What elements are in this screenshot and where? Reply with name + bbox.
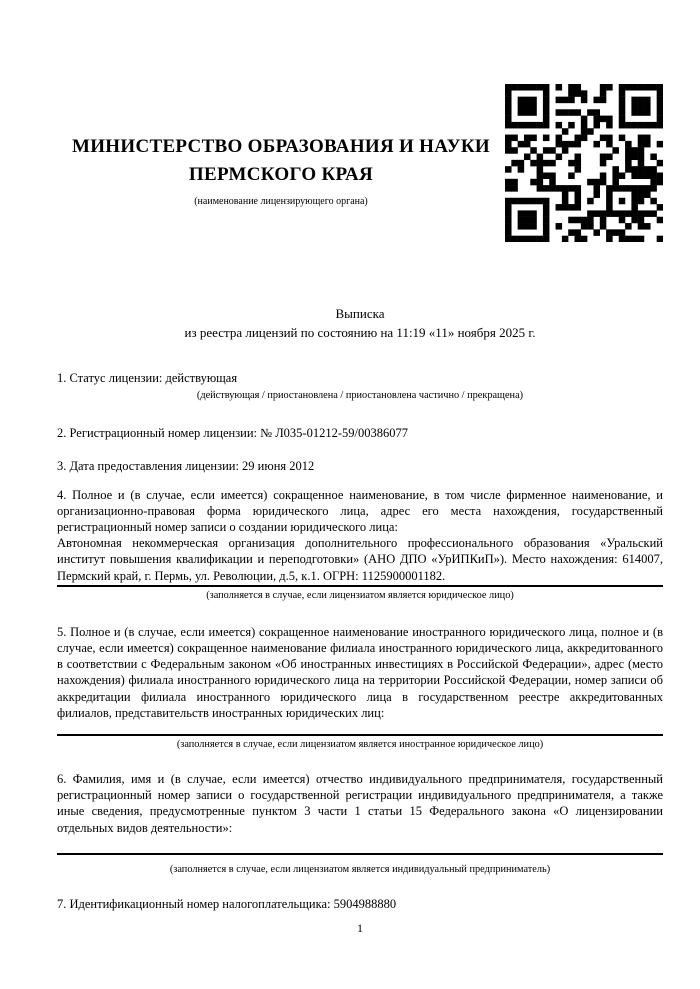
- qr-code-icon: [505, 84, 663, 242]
- item-legal-entity-intro: 4. Полное и (в случае, если имеется) сокращенное наименование, в том числе фирменное наименование, и организационно-правовая форма юридического лица, адрес его места нахождения, государственный регистрационный номер записи о создании юридического лица:: [57, 487, 663, 535]
- document-title: Выписка: [335, 306, 385, 321]
- item-foreign-entity: [57, 624, 663, 751]
- item-grant-date: 3. Дата предоставления лицензии: 29 июня 2012: [57, 459, 315, 474]
- item-legal-entity: [57, 487, 663, 602]
- page-number: 1: [357, 921, 363, 936]
- foreign-entity-rule-line: [57, 734, 663, 736]
- licensing-authority: [57, 84, 505, 242]
- item-taxpayer-number: 7. Идентификационный номер налогоплательщика: 5904988880: [57, 896, 397, 911]
- individual-entrepreneur-rule-line: [57, 853, 663, 855]
- legal-entity-rule-line: [57, 585, 663, 587]
- item-license-status-caption: (действующая / приостановлена / приостановлена частично / прекращена): [196, 390, 524, 402]
- ministry-name: [57, 133, 505, 189]
- item-legal-entity-caption: (заполняется в случае, если лицензиатом является юридическое лицо): [206, 589, 514, 601]
- ministry-caption: (наименование лицензирующего органа): [194, 196, 368, 207]
- ministry-name-line2: ПЕРМСКОГО КРАЯ: [188, 164, 374, 185]
- document-title-block: [57, 304, 663, 342]
- item-foreign-entity-intro: 5. Полное и (в случае, если имеется) сокращенное наименование иностранного юридического лица, полное и (в случае, если имеется) сокращенное наименование филиала иностранного юридического лица, аккредитованного в соответствии с Федеральным законом «Об иностранных инвестициях в Российской Федерации», адрес (место нахождения) филиала иностранного юридического лица на территории Российской Федерации, номер записи об аккредитации филиала иностранного юридического лица в государственном реестре аккредитованных филиалов, представительств иностранных юридических лиц:: [57, 624, 663, 720]
- item-registration-number: 2. Регистрационный номер лицензии: № Л035-01212-59/00386077: [57, 426, 408, 441]
- item-license-status: 1. Статус лицензии: действующая: [57, 371, 238, 385]
- item-legal-entity-value: Автономная некоммерческая организация дополнительного профессионального образования «Уральский институт повышения квалификации и переподготовки» (АНО ДПО «УрИПКиП»). Место нахождения: 614007, Пермский край, г. Пермь, ул. Революции, д.5, к.1. ОГРН: 1125900001182.: [57, 536, 663, 583]
- document-subtitle: из реестра лицензий по состоянию на 11:19 «11» ноября 2025 г.: [184, 325, 536, 340]
- ministry-name-line1: МИНИСТЕРСТВО ОБРАЗОВАНИЯ И НАУКИ: [71, 136, 491, 157]
- item-individual-entrepreneur-caption: (заполняется в случае, если лицензиатом является индивидуальный предприниматель): [169, 863, 551, 875]
- item-individual-entrepreneur: [57, 771, 663, 876]
- item-foreign-entity-caption: (заполняется в случае, если лицензиатом является иностранное юридическое лицо): [176, 739, 544, 751]
- item-individual-entrepreneur-intro: 6. Фамилия, имя и (в случае, если имеется) отчество индивидуального предпринимателя, государственный регистрационный номер записи о государственной регистрации индивидуального предпринимателя, а также иные сведения, предусмотренные пунктом 3 части 1 статьи 15 Федерального закона «О лицензировании отдельных видов деятельности»:: [57, 772, 663, 835]
- document-header: [57, 0, 663, 242]
